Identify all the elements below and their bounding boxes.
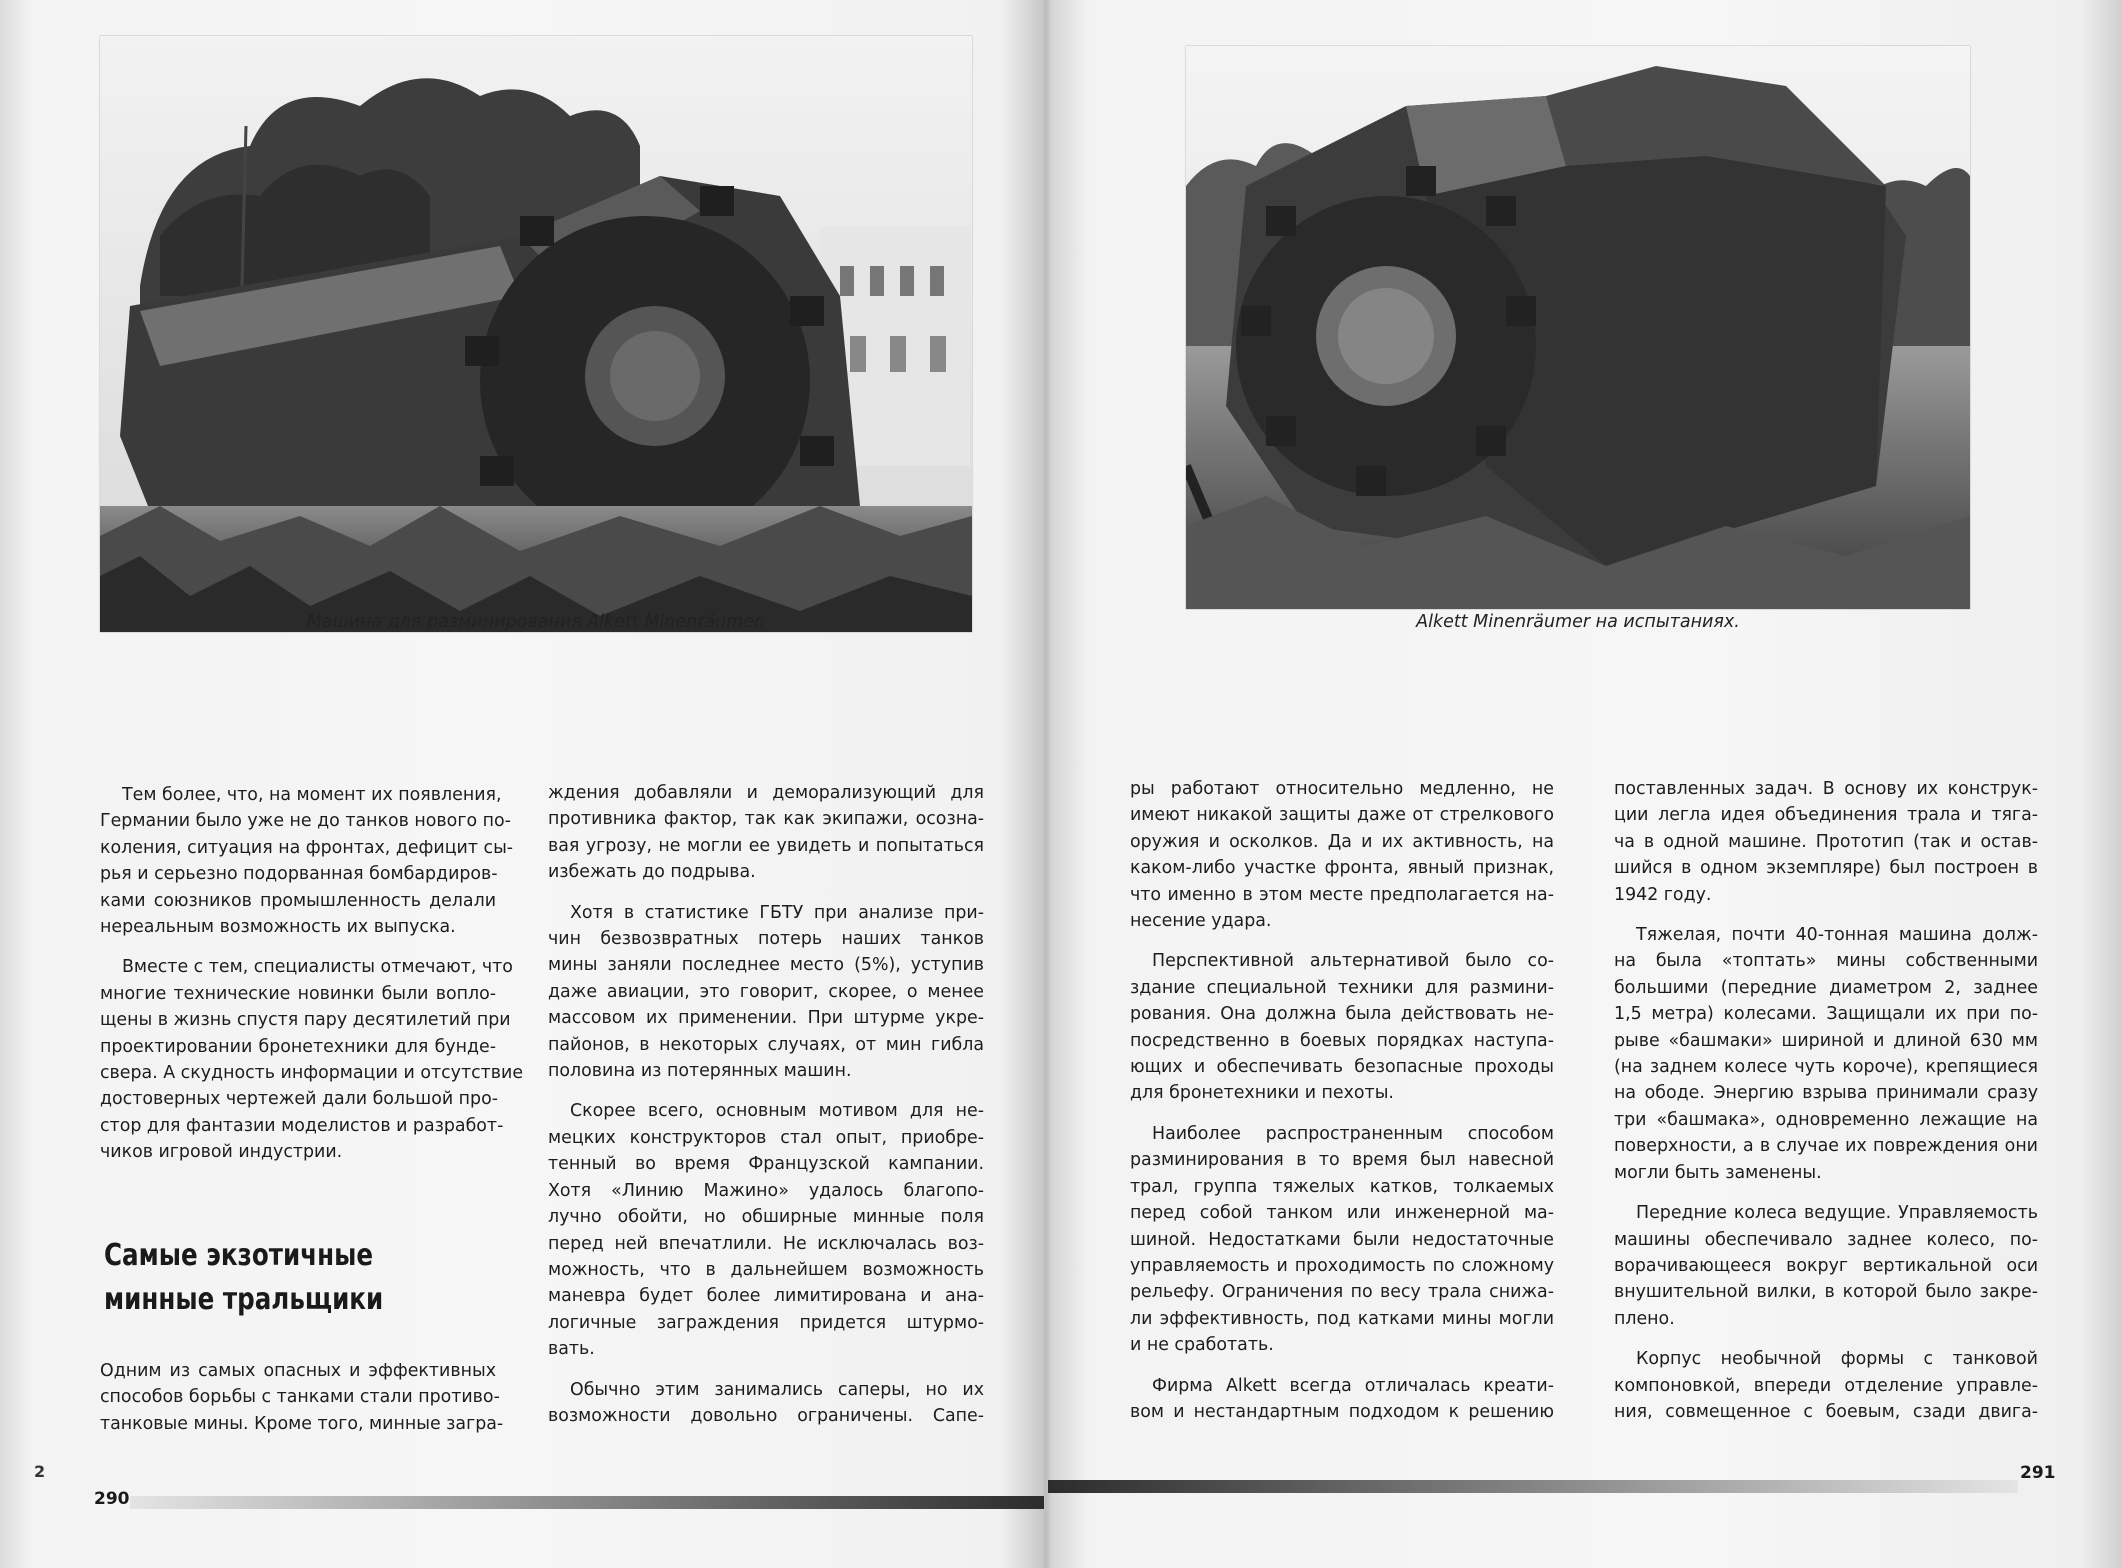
section-heading bbox=[104, 1234, 383, 1322]
text-line: Одним из самых опасных и эффективных bbox=[100, 1361, 496, 1381]
text-line: машины обеспечивало заднее колесо, по- bbox=[1614, 1229, 2038, 1250]
text-line: можность, что в дальнейшем возможность bbox=[548, 1259, 984, 1280]
tank-photo-icon-right bbox=[1186, 46, 1970, 609]
text-line: свера. А скудность информации и отсутствие bbox=[100, 1063, 524, 1084]
text-line: Хотя «Линию Мажино» удалось благопо- bbox=[548, 1180, 984, 1201]
left-page bbox=[0, 0, 1044, 1568]
text-line: трал, группа тяжелых катков, толкаемых bbox=[1130, 1176, 1554, 1197]
text-line: проектировании бронетехники для бунде- bbox=[100, 1036, 496, 1057]
text-line: Обычно этим занимались саперы, но их bbox=[570, 1379, 984, 1400]
text-line: ли эффективность, под катками мины могли bbox=[1130, 1308, 1554, 1329]
text-line: Хотя в статистике ГБТУ при анализе при- bbox=[570, 902, 984, 923]
text-line: избежать до подрыва. bbox=[548, 862, 756, 883]
paragraph bbox=[100, 1358, 504, 1437]
text-line: рования. Она должна была действовать не- bbox=[1130, 1004, 1554, 1025]
text-line: и не сработать. bbox=[1130, 1335, 1274, 1356]
text-line: несение удара. bbox=[1130, 911, 1272, 932]
text-line: мины заняли последнее место (5%), уступив bbox=[548, 955, 984, 976]
text-line: даже авиации, это говорит, скорее, о менее bbox=[548, 981, 984, 1002]
text-line: ции легла идея объединения трала и тяга- bbox=[1614, 805, 2038, 826]
text-line: достоверных чертежей дали большой про- bbox=[100, 1089, 499, 1110]
text-line: Передние колеса ведущие. Управляемость bbox=[1636, 1203, 2038, 1224]
text-line: внушительной вилки, в которой было закре- bbox=[1614, 1282, 2038, 1303]
text-line: рыве «башмаки» шириной и длиной 630 мм bbox=[1614, 1030, 2038, 1051]
paragraph bbox=[1130, 776, 1554, 934]
paragraph bbox=[100, 954, 524, 1165]
text-line: рья и серьезно подорванная бомбардиров- bbox=[100, 864, 498, 885]
text-line: оружия и осколков. Да и их активность, на bbox=[1130, 831, 1554, 852]
text-line: поставленных задач. В основу их конструк- bbox=[1614, 779, 2038, 799]
text-line: ча в одной машине. Прототип (так и остав- bbox=[1614, 831, 2038, 852]
paragraph bbox=[1614, 776, 2038, 908]
text-line: ры работают относительно медленно, не bbox=[1130, 779, 1554, 799]
text-line: ворачивающееся вокруг вертикальной оси bbox=[1614, 1255, 2038, 1276]
paragraph bbox=[100, 782, 514, 940]
text-line: поверхности, а в случае их повреждения они bbox=[1614, 1136, 2038, 1157]
text-line: управляемость и проходимость по сложному bbox=[1130, 1255, 1554, 1276]
text-line: Вместе с тем, специалисты отмечают, что bbox=[122, 957, 513, 978]
paragraph bbox=[548, 900, 984, 1085]
text-line: вом и нестандартным подходом к решению bbox=[1130, 1401, 1554, 1422]
text-line: ющих и обеспечивать безопасные проходы bbox=[1130, 1057, 1554, 1078]
text-line: ждения добавляли и деморализующий для bbox=[548, 783, 984, 803]
paragraph bbox=[1614, 1200, 2038, 1332]
text-line: Фирма Alkett всегда отличалась креати- bbox=[1152, 1375, 1554, 1396]
right-page bbox=[1048, 0, 2121, 1568]
text-line: большими (передние диаметром 2, заднее bbox=[1614, 977, 2038, 998]
tank-photo-icon bbox=[100, 36, 972, 632]
text-line: маневра будет более лимитирована и ана- bbox=[548, 1286, 984, 1307]
text-line: разминирования в то время был навесной bbox=[1130, 1150, 1554, 1171]
right-column-1 bbox=[1130, 776, 1554, 1439]
text-line: перед собой танком или инженерной ма- bbox=[1130, 1203, 1554, 1224]
left-photo-caption: Машина для разминирования Alkett Minenräumer. bbox=[306, 612, 766, 632]
text-line: мецких конструкторов стал опыт, приобре- bbox=[548, 1127, 984, 1148]
right-photo-caption: Alkett Minenräumer на испытаниях. bbox=[1416, 612, 1740, 632]
text-line: вать. bbox=[548, 1339, 595, 1360]
text-line: массовом их применении. При штурме укре- bbox=[548, 1008, 984, 1029]
text-line: 1,5 метра) колесами. Защищали их при по- bbox=[1614, 1004, 2038, 1025]
text-line: перед ней впечатлили. Не исключалась воз- bbox=[548, 1233, 984, 1254]
right-footer-bar bbox=[1048, 1480, 2018, 1493]
left-column-2 bbox=[548, 780, 984, 1443]
text-line: Скорее всего, основным мотивом для не- bbox=[570, 1101, 984, 1122]
paragraph bbox=[548, 780, 984, 886]
text-line: противника фактор, так как экипажи, осозна- bbox=[548, 809, 984, 830]
right-page-number: 291 bbox=[2020, 1463, 2056, 1483]
text-line: на была «топтать» мины собственными bbox=[1614, 951, 2038, 972]
text-line: (на заднем колесе чуть короче), крепящиеся bbox=[1614, 1057, 2038, 1078]
text-line: Перспективной альтернативой было со- bbox=[1152, 951, 1554, 972]
text-line: коления, ситуация на фронтах, дефицит сы- bbox=[100, 837, 514, 858]
text-line: 1942 году. bbox=[1614, 884, 1712, 905]
text-line: могли быть заменены. bbox=[1614, 1162, 1822, 1183]
paragraph bbox=[548, 1377, 984, 1430]
text-line: половина из потерянных машин. bbox=[548, 1061, 852, 1082]
text-line: ками союзников промышленность делали bbox=[100, 890, 496, 911]
text-line: танковые мины. Кроме того, минные загра- bbox=[100, 1413, 504, 1434]
text-line: щены в жизнь спустя пару десятилетий при bbox=[100, 1010, 511, 1031]
text-line: способов борьбы с танками стали противо- bbox=[100, 1387, 500, 1408]
paragraph bbox=[1614, 922, 2038, 1186]
left-edge-mark: 2 bbox=[34, 1462, 46, 1481]
text-line: стор для фантазии моделистов и разработ- bbox=[100, 1115, 504, 1136]
text-line: Тем более, что, на момент их появления, bbox=[122, 785, 502, 805]
right-photo bbox=[1186, 46, 1970, 609]
text-line: пайонов, в некоторых случаях, от мин гибла bbox=[548, 1034, 984, 1055]
text-line: посредственно в боевых порядках наступа- bbox=[1130, 1030, 1554, 1051]
text-line: Германии было уже не до танков нового по- bbox=[100, 811, 511, 832]
text-line: рельефу. Ограничения по весу трала снижа- bbox=[1130, 1282, 1554, 1303]
left-column-1 bbox=[100, 782, 524, 1180]
left-column-1-after-heading bbox=[100, 1358, 504, 1451]
left-photo bbox=[100, 36, 972, 632]
text-line: на ободе. Энергию взрыва принимали сразу bbox=[1614, 1083, 2038, 1104]
section-heading-line-1: Самые экзотичные bbox=[104, 1238, 374, 1273]
text-line: Тяжелая, почти 40-тонная машина долж- bbox=[1636, 925, 2038, 946]
text-line: тенный во время Французской кампании. bbox=[548, 1154, 984, 1175]
paragraph bbox=[1130, 1121, 1554, 1359]
text-line: что именно в этом месте предполагается на- bbox=[1130, 884, 1554, 905]
section-heading-line-2: минные тральщики bbox=[104, 1282, 384, 1317]
text-line: для бронетехники и пехоты. bbox=[1130, 1083, 1394, 1104]
text-line: компоновкой, впереди отделение управле- bbox=[1614, 1375, 2038, 1396]
paragraph bbox=[1614, 1346, 2038, 1425]
text-line: шиной. Недостатками были недостаточные bbox=[1130, 1229, 1554, 1250]
paragraph bbox=[1130, 948, 1554, 1106]
text-line: вая угрозу, не могли ее увидеть и попытаться bbox=[548, 835, 984, 856]
text-line: чин безвозвратных потерь наших танков bbox=[548, 929, 984, 950]
text-line: шийся в одном экземпляре) был построен в bbox=[1614, 858, 2038, 879]
text-line: плено. bbox=[1614, 1308, 1675, 1329]
text-line: лучно обойти, но обширные минные поля bbox=[548, 1207, 984, 1228]
paragraph bbox=[1130, 1373, 1554, 1426]
text-line: каком-либо участке фронта, явный признак, bbox=[1130, 858, 1554, 879]
text-line: здание специальной техники для размини- bbox=[1130, 977, 1554, 998]
text-line: ния, совмещенное с боевым, сзади двига- bbox=[1614, 1401, 2038, 1422]
text-line: Корпус необычной формы с танковой bbox=[1636, 1349, 2038, 1370]
text-line: возможности довольно ограничены. Сапе- bbox=[548, 1405, 984, 1426]
right-column-2 bbox=[1614, 776, 2038, 1439]
text-line: три «башмака», одновременно лежащие на bbox=[1614, 1109, 2038, 1130]
text-line: чиков игровой индустрии. bbox=[100, 1142, 343, 1163]
text-line: имеют никакой защиты даже от стрелкового bbox=[1130, 805, 1554, 826]
text-line: многие технические новинки были вопло- bbox=[100, 983, 496, 1004]
text-line: логичные заграждения придется штурмо- bbox=[548, 1312, 984, 1333]
left-footer-bar bbox=[130, 1496, 1044, 1509]
paragraph bbox=[548, 1098, 984, 1362]
text-line: Наиболее распространенным способом bbox=[1152, 1123, 1554, 1144]
text-line: нереальным возможность их выпуска. bbox=[100, 917, 456, 938]
left-page-number: 290 bbox=[94, 1489, 130, 1509]
